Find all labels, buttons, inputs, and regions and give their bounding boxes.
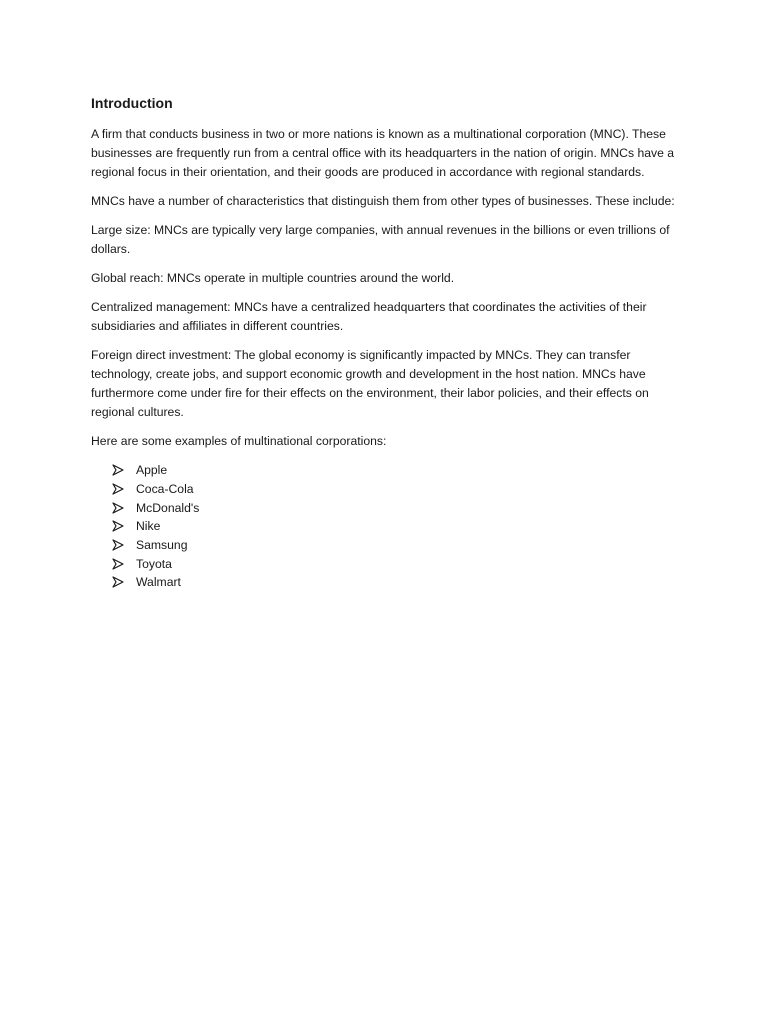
arrowhead-icon bbox=[112, 502, 124, 514]
list-item-label: Walmart bbox=[136, 575, 181, 590]
arrowhead-icon bbox=[112, 539, 124, 551]
list-item-label: McDonald's bbox=[136, 500, 200, 515]
list-item bbox=[112, 554, 687, 573]
paragraph-large-size: Large size: MNCs are typically very large companies, with annual revenues in the billions or even trillions of dollars. bbox=[91, 223, 670, 256]
arrowhead-icon bbox=[112, 576, 124, 588]
list-item bbox=[112, 498, 687, 517]
list-item-label: Coca-Cola bbox=[136, 482, 194, 497]
arrowhead-icon bbox=[112, 520, 124, 532]
arrowhead-icon bbox=[112, 464, 124, 476]
list-item bbox=[112, 517, 687, 536]
list-item bbox=[112, 480, 687, 499]
list-item-label: Samsung bbox=[136, 538, 188, 553]
paragraph-global-reach: Global reach: MNCs operate in multiple countries around the world. bbox=[91, 271, 455, 285]
list-item bbox=[112, 573, 687, 592]
list-item bbox=[112, 461, 687, 480]
examples-list bbox=[91, 461, 687, 592]
arrowhead-icon bbox=[112, 483, 124, 495]
paragraph-examples-intro: Here are some examples of multinational corporations: bbox=[91, 434, 387, 448]
list-item-label: Nike bbox=[136, 519, 161, 534]
list-item-label: Toyota bbox=[136, 556, 172, 571]
paragraph-definition: A firm that conducts business in two or more nations is known as a multinational corporation (MNC). These businesses are frequently run from a central office with its headquarters in the nation of origin. MNCs have a regional focus in their orientation, and their goods are produced in accordance with regional standards. bbox=[91, 127, 675, 179]
list-item-label: Apple bbox=[136, 463, 168, 478]
paragraph-characteristics-intro: MNCs have a number of characteristics that distinguish them from other types of businesses. These include: bbox=[91, 194, 675, 208]
list-item bbox=[112, 536, 687, 555]
document-body bbox=[91, 93, 687, 592]
section-heading: Introduction bbox=[91, 95, 173, 111]
arrowhead-icon bbox=[112, 558, 124, 570]
paragraph-foreign-investment: Foreign direct investment: The global economy is significantly impacted by MNCs. They can transfer technology, create jobs, and support economic growth and development in the host nation. MNCs have furthermore come under fire for their effects on the environment, their labor policies, and their effects on regional cultures. bbox=[91, 348, 649, 419]
paragraph-centralized-management: Centralized management: MNCs have a centralized headquarters that coordinates the activities of their subsidiaries and affiliates in different countries. bbox=[91, 300, 647, 333]
